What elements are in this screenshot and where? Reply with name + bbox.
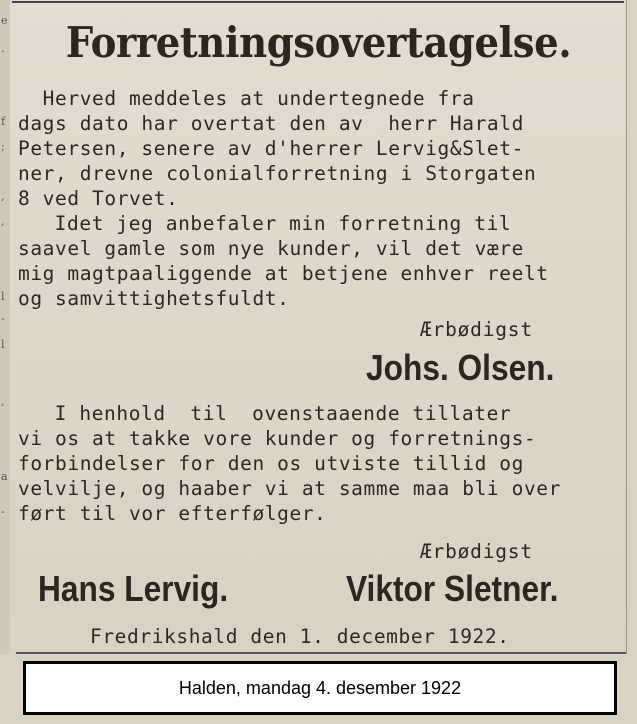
- signer-name: Johs. Olsen.: [366, 347, 555, 388]
- margin-glyph: e: [1, 14, 8, 27]
- margin-glyph: ,: [1, 395, 5, 408]
- margin-glyph: ,: [1, 215, 5, 228]
- closing-word: Ærbødigst: [420, 540, 533, 563]
- text-line: ført til vor efterfølger.: [18, 502, 327, 525]
- text-line: og samvittighetsfuldt.: [18, 287, 290, 310]
- margin-glyph: -: [1, 312, 5, 325]
- text-line: Herved meddeles at undertegnede fra: [18, 87, 475, 110]
- text-line: dags dato har overtat den av herr Harald: [18, 112, 524, 135]
- signer-name: Viktor Sletner.: [346, 568, 559, 609]
- margin-glyph: ;: [1, 140, 5, 153]
- headline: Forretningsovertagelse.: [65, 18, 572, 67]
- text-line: Idet jeg anbefaler min forretning til: [30, 212, 512, 235]
- text-line: vi os at takke vore kunder og forretnings-: [18, 427, 537, 450]
- caption-box: [23, 661, 617, 715]
- closing-word: Ærbødigst: [420, 318, 533, 341]
- margin-glyph: ,: [1, 190, 5, 203]
- text-line: velvilje, og haaber vi at samme maa bli over: [18, 477, 561, 500]
- margin-glyph: f: [1, 115, 6, 128]
- right-rule: [626, 0, 627, 654]
- text-line: mig magtpaaliggende at betjene enhver reelt: [18, 262, 549, 285]
- text-line: 8 ved Torvet.: [18, 187, 179, 210]
- margin-glyph: a: [1, 470, 8, 483]
- caption-text: Halden, mandag 4. desember 1922: [178, 677, 462, 698]
- margin-glyph: l: [1, 338, 5, 351]
- text-line: Petersen, senere av d'herrer Lervig&Slet-: [18, 137, 524, 160]
- text-line: ner, drevne colonialforretning i Storgaten: [18, 162, 537, 185]
- text-line: saavel gamle som nye kunder, vil det være: [18, 237, 524, 260]
- margin-glyph: l: [1, 290, 5, 303]
- text-line: I henhold til ovenstaaende tillater: [30, 402, 512, 425]
- dateline: Fredrikshald den 1. december 1922.: [90, 625, 510, 648]
- margin-glyph: -: [1, 505, 5, 518]
- margin-glyph: .: [1, 42, 5, 55]
- signer-name: Hans Lervig.: [38, 568, 229, 609]
- top-rule: [12, 1, 624, 3]
- text-line: forbindelser for den os utviste tillid og: [18, 452, 524, 475]
